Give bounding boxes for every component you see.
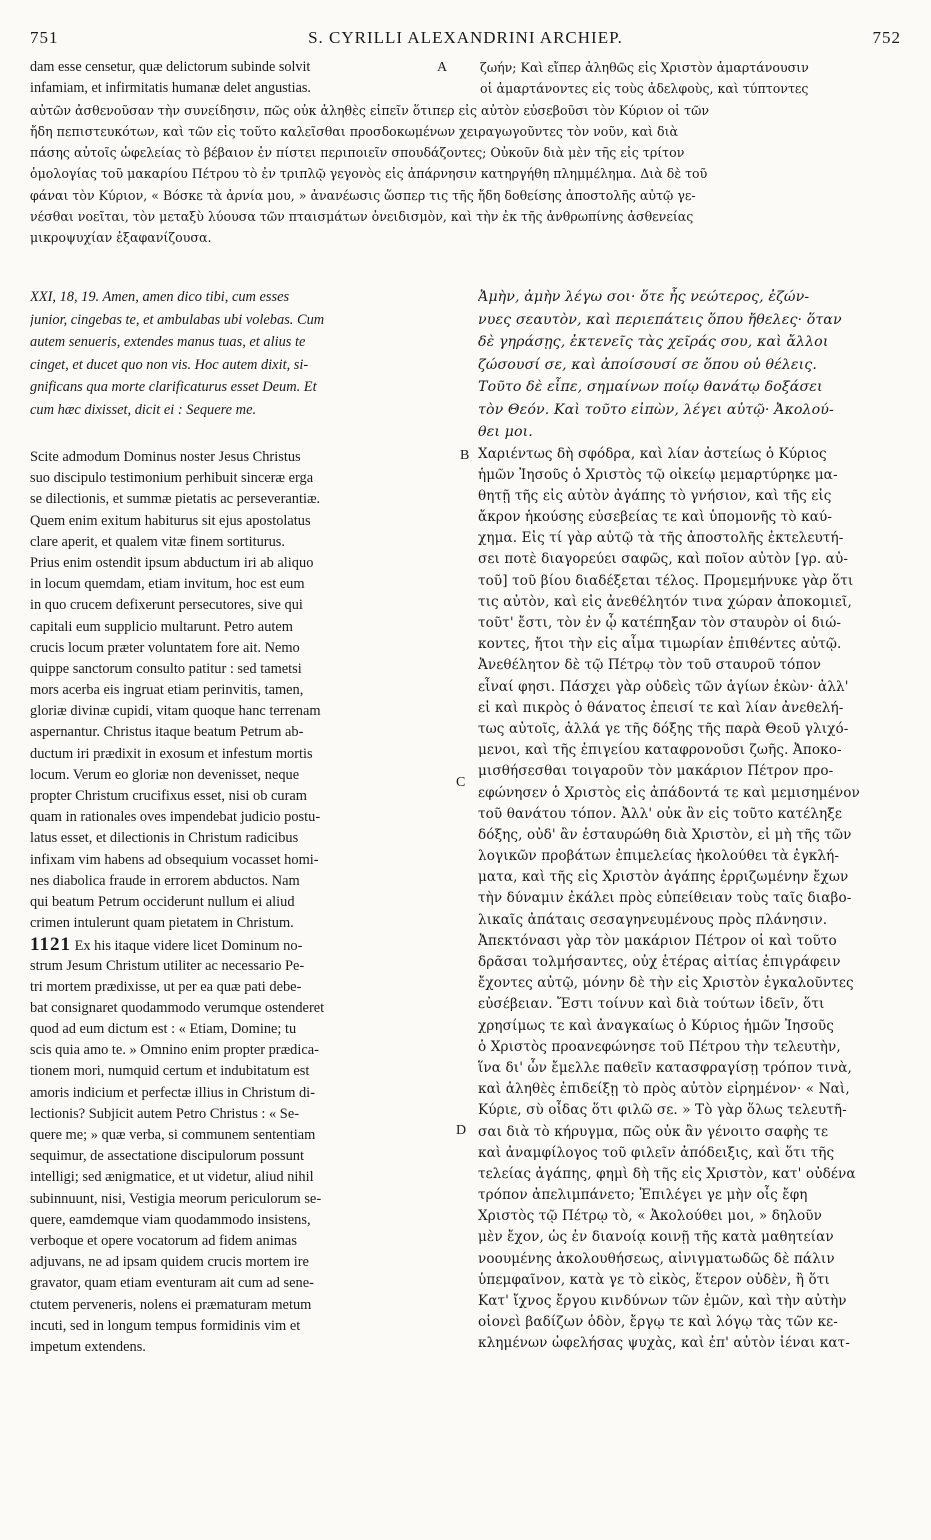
text-line: Quem enim exitum habiturus sit ejus apostolatus [30, 512, 311, 529]
text-line: strum Jesum Christum utiliter ac necessario Pe- [30, 957, 305, 974]
text-line: Scite admodum Dominus noster Jesus Christus [30, 449, 301, 465]
text-line: σαι διὰ τὸ κήρυγμα, πῶς οὐκ ἂν γένοιτο σαφὴς τε [478, 1123, 829, 1140]
text-line: cum hæc dixisset, dicit ei : Sequere me. [30, 401, 257, 418]
text-line: οἱ ἁμαρτάνοντες εἰς τοὺς ἀδελφοὺς, καὶ τύπτοντες [480, 81, 809, 97]
text-line: ἄκρον ἡκούσης εὐσεβείας τε καὶ ὑπομονῆς τὸ καύ- [478, 509, 833, 526]
text-line: Ἀπεκτόνασι γὰρ τὸν μακάριον Πέτρον οἱ καὶ τοῦτο [478, 932, 837, 949]
text-line: Κατ' ἴχνος ἔργου κινδύνων τῶν ἐμῶν, καὶ τὴν αὐτὴν [478, 1293, 847, 1309]
text-line: bat consignaret quodammodo verumque ostenderet [30, 999, 325, 1016]
latin-lemma [30, 286, 456, 421]
text-line: incuti, sed in longum tempus formidinis vim et [30, 1317, 301, 1334]
margin-marker-a: A [437, 60, 448, 75]
text-line: nes diabolica fraude in errorem abductos. Nam [30, 872, 300, 889]
text-line: εφώνησεν ὁ Χριστὸς εἰς ἀπάδοντά τε καὶ μεμισημένον [478, 784, 860, 801]
text-line: suo discipulo testimonium perhibuit sinceræ erga [30, 470, 314, 487]
text-line: νοουμένης ἀκολουθήσεως, αἰνιγματωδῶς δὲ πάλιν [478, 1250, 835, 1267]
text-line: quam in rationales oves impendebat judicio postu- [30, 809, 321, 826]
text-line: propter Christum crucifixus esset, nisi ob curam [30, 788, 307, 804]
text-line: μισθήσεσθαι τοιγαροῦν τὸν μακάριον Πέτρον προ- [478, 763, 834, 780]
text-line: τοῦ] τοῦ βίου διαδέξεται τέλος. Προμεμήνυκε γὰρ ὅτι [478, 572, 854, 589]
text-line: καὶ ἀληθὲς ἐπιδείξῃ τὸ πρὸς αὐτὸν εἰρημένον· « Ναὶ, [478, 1081, 850, 1098]
text-line: subinnuunt, nisi, Vestigia meorum periculorum se- [30, 1190, 322, 1207]
text-line: clare aperit, et qualem vitæ finem sortiturus. [30, 533, 285, 550]
text-line: τελείας ἀγάπης, φημὶ δὴ τῆς εἰς Χριστὸν, κατ' οὐδένα [478, 1165, 856, 1182]
text-line: τρόπον ἀπελιμπάνετο; Ἐπιλέγει γε μὴν οἷς ἔφη [478, 1187, 808, 1204]
text-line: infamiam, et infirmitatis humanæ delet angustias. [30, 80, 311, 97]
text-line: Ἀμὴν, ἀμὴν λέγω σοι· ὅτε ἦς νεώτερος, ἐζών- [478, 289, 810, 305]
text-line: impetum extendens. [30, 1338, 146, 1355]
text-line: scis quia amo te. » Omnino enim propter prædica- [30, 1042, 319, 1059]
text-line: tri mortem prædixisse, ut per ea quæ pati debe- [30, 978, 302, 995]
text-line: crimen intulerunt quam pietatem in Christum. [30, 915, 294, 932]
text-line [30, 934, 456, 955]
text-line: verboque et opere vocatorum ad fidem animas [30, 1232, 297, 1249]
text-line: εἰ καὶ πικρὸς ὁ θάνατος ἐπεισί τε καὶ λίαν ἀνεθελή- [478, 699, 844, 716]
text-line: latus esset, et dilectionis in Christum radicibus [30, 830, 299, 847]
text-line: ὁ Χριστὸς προανεφώνησε τοῦ Πέτρου τὴν τελευτὴν, [478, 1038, 841, 1055]
text-line: θει μοι. [478, 424, 533, 440]
text-line: ζώσουσί σε, καὶ ἀποίσουσί σε ὅπου οὐ θέλεις. [478, 356, 817, 373]
text-line: δόξης, οὐδ' ἂν ἐσταυρώθη διὰ Χριστὸν, εἰ μὴ τῆς τῶν [478, 826, 852, 843]
text-line: infixam vim habens ad obsequium vocasset homi- [30, 851, 319, 868]
margin-marker-b: B [460, 448, 470, 463]
text-line: ἡμῶν Ἰησοῦς ὁ Χριστὸς τῷ οἰκείῳ μεμαρτύρηκε μα- [478, 466, 838, 483]
text-line: νέσθαι νοεῖται, τὸν μεταξὺ λύουσα τῶν πταισμάτων ὀνειδισμὸν, καὶ τὴν ἐκ τῆς ἀνθρωπίνης ἀσθενείας [30, 209, 694, 225]
text-line: locum. Verum eo gloriæ non devenisset, neque [30, 766, 300, 783]
text-line: ὁμολογίας τοῦ μακαρίου Πέτρου τὸ ἐν τριπλῷ γεγονὸς εἰς ἀπάρνησιν κατηργήθη πλημμέλημα. Διὰ δὲ τοῦ [30, 166, 708, 182]
margin-marker-c: C [456, 775, 466, 790]
page-number-left: 751 [30, 28, 59, 47]
text-line: ἤδη πεπιστευκότων, καὶ τῶν εἰς τοῦτο καλεῖσθαι προσδοκωμένων χειραγωγοῦντες τὸν νοῦν, καὶ διὰ [30, 123, 679, 139]
text-line: qui beatum Petrum occiderunt nullum ei aliud [30, 893, 295, 910]
text-line: ἵνα δι' ὧν ἔμελλε παθεῖν κατασφραγίσῃ τρόπον τινὰ, [478, 1059, 852, 1076]
text-line: sequimur, de assectatione discipulorum possunt [30, 1148, 304, 1165]
text-line: Ex his itaque videre licet Dominum no- [74, 938, 303, 955]
text-line: μὲν ἔχον, ὡς ἐν διανοίᾳ κοινῇ τῆς κατὰ μαθητείαν [478, 1229, 834, 1246]
text-line: Χαριέντως δὴ σφόδρα, καὶ λίαν ἀστείως ὁ Κύριος [478, 445, 827, 462]
column-number: 1121 [30, 934, 71, 956]
text-line: se dilectionis, et summæ pietatis ac perseverantiæ. [30, 491, 321, 508]
text-line: tionem mori, numquid certum et indubitatum est [30, 1063, 310, 1080]
text-line: in quo crucem defixerunt persecutores, sive qui [30, 597, 303, 614]
text-line: ctutem perveneris, nolens ei præmaturam metum [30, 1296, 312, 1313]
text-line: τὸν Θεόν. Καὶ τοῦτο εἰπὼν, λέγει αὐτῷ· Ἀκολού- [478, 401, 834, 418]
text-line: εὐσέβειαν. Ἔστι τοίνυν καὶ διὰ τούτων ἰδεῖν, ὅτι [478, 996, 825, 1013]
text-line: XXI, 18, 19. Amen, amen dico tibi, cum esses [30, 289, 290, 305]
text-line: Prius enim ostendit ipsum abductum iri ab aliquo [30, 554, 314, 571]
text-line: νυες σεαυτὸν, καὶ περιεπάτεις ὅπου ἤθελες· ὅταν [478, 311, 842, 328]
text-line: θητῇ τῆς εἰς αὐτὸν ἀγάπης τὸ γνήσιον, καὶ τῆς εἰς [478, 487, 832, 504]
text-line: λογικῶν προβάτων ἐπιμελείας ἠκολούθει τὰ ἐγκλή- [478, 848, 840, 865]
text-line: χημα. Εἰς τί γὰρ αὐτῷ τὰ τῆς ἀποστολῆς ἐκτελευτή- [478, 530, 844, 547]
text-line: capitali eum supplicio multarunt. Petro autem [30, 618, 293, 635]
text-line: μικροψυχίαν ἐξαφανίζουσα. [30, 230, 212, 246]
text-line: intelligi; sed ænigmatice, et ut videtur, aliud nihil [30, 1169, 314, 1186]
text-line: dam esse censetur, quæ delictorum subinde solvit [30, 59, 311, 75]
text-line: τως αὐτοῖς, ἀλλά γε τῆς δόξης τῆς παρὰ Θεοῦ γλιχό- [478, 720, 849, 737]
text-line: in locum quemdam, etiam invitum, hoc est eum [30, 576, 305, 593]
text-line: φάναι τὸν Κύριον, « Βόσκε τὰ ἀρνία μου, » ἀνανέωσις ὥσπερ τις τῆς ἤδη δοθείσης ἀποστολῆς αὐτῷ γε- [30, 187, 696, 203]
text-line: τὴν δύναμιν ἐκάλει πρὸς εὐπείθειαν τοὺς ταῖς διαβο- [478, 890, 852, 907]
running-title: S. CYRILLI ALEXANDRINI ARCHIEP. [308, 28, 623, 47]
text-line: cinget, et ducet quo non vis. Hoc autem dixit, si- [30, 356, 309, 373]
text-line: gravator, quam etiam eventuram ait cum ad sene- [30, 1275, 314, 1292]
running-header [30, 28, 901, 50]
text-line: gnificans qua morte clarificaturus esset Deum. Et [30, 379, 317, 395]
text-line: τοῦ θανάτου τόπον. Ἀλλ' οὐκ ἂν εἰς τοῦτο κατέληξε [478, 805, 842, 822]
greek-full-width-paragraph [30, 100, 906, 249]
greek-lemma [478, 286, 904, 444]
text-line: καὶ ἀναμφίλογος τοῦ φιλεῖν ἀπόδειξις, καὶ ὅτι τῆς [478, 1144, 835, 1161]
text-line: lectionis? Subjicit autem Petro Christus : « Se- [30, 1105, 299, 1122]
text-line: quod ad eum dictum est : « Etiam, Domine; tu [30, 1021, 297, 1038]
text-line: Τοῦτο δὲ εἶπε, σημαίνων ποίῳ θανάτῳ δοξάσει [478, 379, 823, 395]
text-line: amoris indicium et perfectæ illius in Christum di- [30, 1084, 315, 1101]
text-line: crucis locum præter voluntatem fore ait. Nemo [30, 639, 300, 656]
text-line: πάσης αὐτοῖς ὠφελείας τὸ βέβαιον ἐν πίστει περιποιεῖν σπουδάζοντες; Οὐκοῦν διὰ μὲν τῆς εἰς τρίτον [30, 145, 685, 161]
text-line: quippe sanctorum consulto patitur : sed tametsi [30, 660, 302, 677]
greek-paragraph [478, 444, 904, 1355]
text-line: quere me; » quæ verba, si communem sententiam [30, 1127, 316, 1143]
text-line: junior, cingebas te, et ambulabas ubi volebas. Cum [30, 311, 325, 328]
margin-marker-d: D [456, 1123, 467, 1138]
latin-paragraph [30, 447, 456, 934]
text-line: gloriæ divinæ cupidi, vitam quoque hanc terrenam [30, 703, 321, 720]
text-line: αὐτῶν ἀσθενοῦσαν τὴν συνείδησιν, πῶς οὐκ ἀληθὲς εἰπεῖν ὅτιπερ εἰς αὐτὸν εὐσεβοῦσι τὸν Κύριον οἱ τῶν [30, 102, 709, 118]
text-line: Χριστὸς τῷ Πέτρῳ τὸ, « Ἀκολούθει μοι, » δηλοῦν [478, 1208, 822, 1225]
text-line: κοντες, ἤτοι τὴν εἰς αἷμα τιμωρίαν ἐπιθέντες αὐτῷ. [478, 636, 842, 653]
text-line: ἔχοντες αὐτῷ, μόνην δὲ τὴν εἰς Χριστὸν ἐγκαλοῦντες [478, 975, 854, 992]
text-line: κλημένων ὠφελήσας ψυχὰς, καὶ ἐπ' αὐτὸν ἰέναι κατ- [478, 1335, 850, 1352]
text-line: Κύριε, σὺ οἶδας ὅτι φιλῶ σε. » Τὸ γὰρ ὅλως τελευτῆ- [478, 1102, 847, 1119]
page-number-right: 752 [872, 28, 901, 47]
text-line: λικαῖς ἀπάταις σεσαγηνευμένους πρὸς πλάνησιν. [478, 911, 828, 928]
text-line: δὲ γηράσῃς, ἐκτενεῖς τὰς χεῖράς σου, καὶ ἄλλοι [478, 334, 829, 350]
text-line: aspernantur. Christus itaque beatum Petrum ab- [30, 724, 304, 741]
text-line: ζωήν; Καὶ εἴπερ ἀληθῶς εἰς Χριστὸν ἁμαρτάνουσιν [480, 60, 809, 75]
text-line: mors acerba eis ingruat etiam perinvitis, tamen, [30, 682, 304, 699]
text-line: Ἀνεθέλητον δὲ τῷ Πέτρῳ τὸν τοῦ σταυροῦ τόπον [478, 657, 822, 674]
text-line: εἶναί φησι. Πάσχει γὰρ οὐδεὶς τῶν ἁγίων ἑκὼν· ἀλλ' [478, 678, 849, 695]
top-text-block [30, 57, 906, 249]
text-line: ductum iri prædixit in exosum et infestum mortis [30, 745, 313, 762]
latin-column [30, 286, 456, 1358]
text-line: τοῦτ' ἔστι, τὸν ἐν ᾧ κατέπηξαν τὸν σταυρὸν οἱ διώ- [478, 615, 842, 631]
text-line: σει ποτὲ διαγορεύει σαφῶς, καὶ ποῖον αὐτὸν [γρ. αὐ- [478, 551, 849, 568]
text-line: τις αὐτὸν, καὶ εἰς ἀνεθέλητόν τινα χώραν ἀποκομιεῖ, [478, 593, 852, 610]
text-line: δρᾶσαι τολμήσαντες, οὐχ ἑτέρας αἰτίας ἐπιγράφειν [478, 954, 841, 970]
latin-paragraph [30, 956, 456, 1359]
text-line: quere, eamdemque viam quodammodo insistens, [30, 1211, 311, 1228]
text-line: autem senueris, extendes manus tuas, et alius te [30, 334, 306, 350]
text-line: adjuvans, ne ad ipsam quidem crucis mortem ire [30, 1254, 309, 1271]
text-line: ματα, καὶ τῆς εἰς Χριστὸν ἀγάπης ἐρριζωμένην ἔχων [478, 869, 849, 886]
greek-column [478, 286, 904, 1355]
text-line: μενοι, καὶ τῆς ἐπιγείου καταφρονοῦσι ζωῆς. Ἀποκο- [478, 742, 842, 759]
text-line: οἱονεὶ βαδίζων ὁδὸν, ἔργῳ τε καὶ λόγῳ τὰς τῶν κε- [478, 1314, 838, 1331]
text-line: χρησίμως τε καὶ ἀναγκαίως ὁ Κύριος ἡμῶν Ἰησοῦς [478, 1017, 834, 1034]
text-line: ὑπεμφαῖνον, κατὰ γε τὸ εἰκὸς, ἕτερον οὐδὲν, ἢ ὅτι [478, 1271, 830, 1288]
